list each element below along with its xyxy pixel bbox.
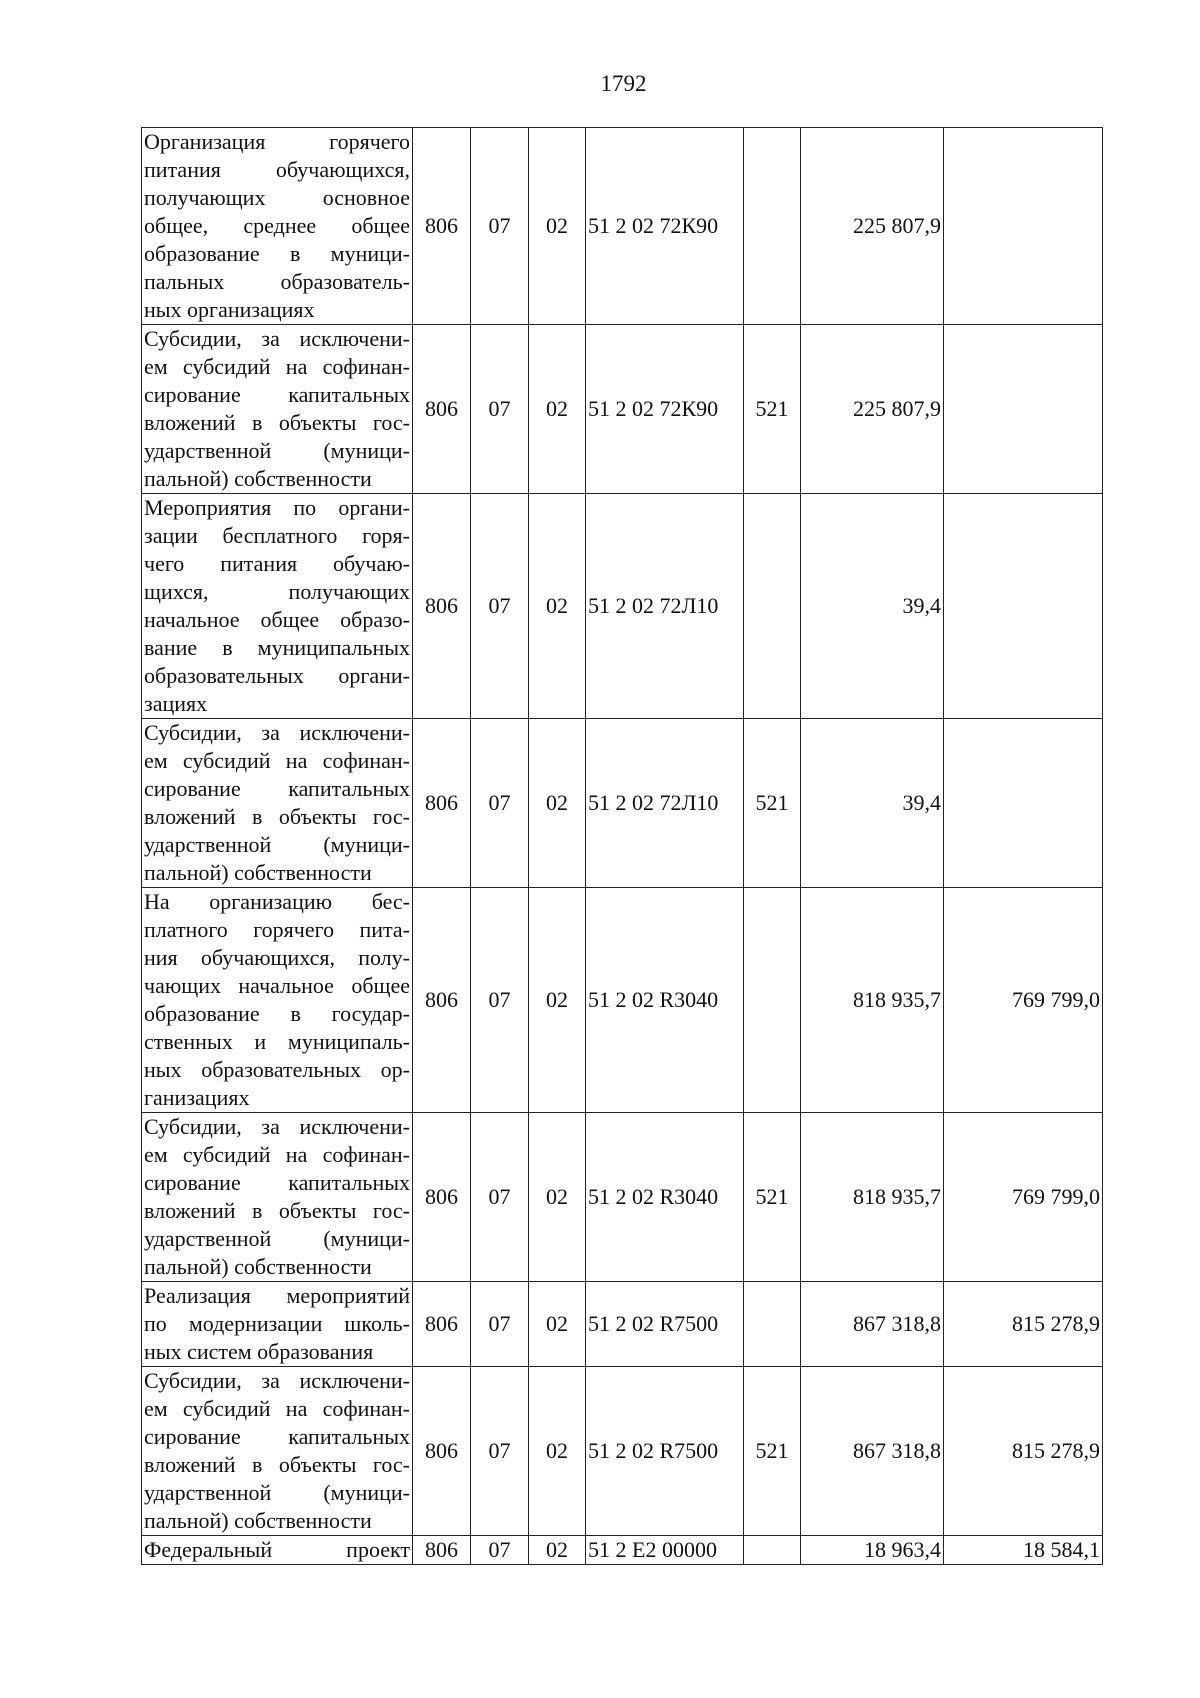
section-code-cell: 07 [471, 1282, 529, 1367]
amount-year2-cell [944, 494, 1103, 719]
description-line: образование в муници- [144, 241, 410, 266]
admin-code-cell: 806 [413, 719, 471, 888]
expense-type-cell: 521 [744, 719, 801, 888]
section-code-cell: 07 [471, 888, 529, 1113]
description-cell [142, 1282, 413, 1367]
description-line: чего питания обучаю- [144, 551, 410, 576]
description-cell [142, 325, 413, 494]
description-line: сирование капитальных [144, 1170, 410, 1195]
amount-year2-cell [944, 325, 1103, 494]
description-line: общее, среднее общее [144, 213, 410, 238]
expense-type-cell [744, 1282, 801, 1367]
subsection-code-cell: 02 [529, 719, 586, 888]
description-line: пальных образователь- [144, 269, 410, 294]
description-line: щихся, получающих [144, 579, 410, 604]
description-line: зациях [144, 691, 208, 716]
amount-year2-cell [944, 128, 1103, 325]
target-article-cell: 51 2 02 R7500 [586, 1367, 744, 1536]
description-line: ударственной (муници- [144, 1226, 410, 1251]
table-row [142, 719, 1103, 888]
description-line: платного горячего пита- [144, 917, 410, 942]
description-line: ударственной (муници- [144, 438, 410, 463]
amount-year2-cell [944, 719, 1103, 888]
amount-year1-cell: 818 935,7 [801, 888, 944, 1113]
description-line: ем субсидий на софинан- [144, 748, 410, 773]
description-line: питания обучающихся, [144, 157, 410, 182]
description-line: ударственной (муници- [144, 1480, 410, 1505]
subsection-code-cell: 02 [529, 325, 586, 494]
amount-year1-cell: 867 318,8 [801, 1282, 944, 1367]
expense-type-cell [744, 1536, 801, 1565]
description-line: ных систем образования [144, 1339, 374, 1364]
target-article-cell: 51 2 02 72К90 [586, 128, 744, 325]
description-line: пальной) собственности [144, 466, 372, 491]
table-row [142, 1113, 1103, 1282]
amount-year1-cell: 818 935,7 [801, 1113, 944, 1282]
description-line: ных организациях [144, 297, 315, 322]
description-line: ем субсидий на софинан- [144, 1142, 410, 1167]
admin-code-cell: 806 [413, 888, 471, 1113]
table-row [142, 494, 1103, 719]
description-line: вложений в объекты гос- [144, 1198, 410, 1223]
budget-table [141, 127, 1103, 1565]
subsection-code-cell: 02 [529, 1113, 586, 1282]
target-article-cell: 51 2 E2 00000 [586, 1536, 744, 1565]
description-cell [142, 1113, 413, 1282]
description-cell [142, 128, 413, 325]
description-line: ния обучающихся, полу- [144, 945, 410, 970]
admin-code-cell: 806 [413, 494, 471, 719]
description-line: вложений в объекты гос- [144, 804, 410, 829]
subsection-code-cell: 02 [529, 128, 586, 325]
description-line: Субсидии, за исключени- [144, 1368, 410, 1393]
target-article-cell: 51 2 02 72Л10 [586, 719, 744, 888]
admin-code-cell: 806 [413, 1367, 471, 1536]
description-line: ударственной (муници- [144, 832, 410, 857]
table-row [142, 1536, 1103, 1565]
target-article-cell: 51 2 02 R3040 [586, 1113, 744, 1282]
section-code-cell: 07 [471, 719, 529, 888]
section-code-cell: 07 [471, 1367, 529, 1536]
description-line: сирование капитальных [144, 1424, 410, 1449]
table-row [142, 1282, 1103, 1367]
amount-year2-cell: 815 278,9 [944, 1282, 1103, 1367]
amount-year1-cell: 39,4 [801, 494, 944, 719]
description-cell [142, 1367, 413, 1536]
description-line: ганизациях [144, 1085, 250, 1110]
description-line: Мероприятия по органи- [144, 495, 410, 520]
section-code-cell: 07 [471, 128, 529, 325]
admin-code-cell: 806 [413, 325, 471, 494]
description-line: ем субсидий на софинан- [144, 354, 410, 379]
target-article-cell: 51 2 02 R7500 [586, 1282, 744, 1367]
target-article-cell: 51 2 02 72Л10 [586, 494, 744, 719]
section-code-cell: 07 [471, 325, 529, 494]
amount-year2-cell: 815 278,9 [944, 1367, 1103, 1536]
admin-code-cell: 806 [413, 128, 471, 325]
description-cell [142, 719, 413, 888]
description-cell [142, 888, 413, 1113]
table-row [142, 888, 1103, 1113]
description-cell [142, 1536, 413, 1565]
expense-type-cell [744, 494, 801, 719]
admin-code-cell: 806 [413, 1113, 471, 1282]
description-line: ственных и муниципаль- [144, 1029, 410, 1054]
table-row [142, 325, 1103, 494]
admin-code-cell: 806 [413, 1282, 471, 1367]
subsection-code-cell: 02 [529, 1282, 586, 1367]
description-line: чающих начальное общее [144, 973, 410, 998]
description-line: Субсидии, за исключени- [144, 1114, 410, 1139]
amount-year1-cell: 18 963,4 [801, 1536, 944, 1565]
description-line: вание в муниципальных [144, 635, 410, 660]
section-code-cell: 07 [471, 494, 529, 719]
table-row [142, 1367, 1103, 1536]
description-line: На организацию бес- [144, 889, 410, 914]
target-article-cell: 51 2 02 R3040 [586, 888, 744, 1113]
expense-type-cell [744, 128, 801, 325]
admin-code-cell: 806 [413, 1536, 471, 1565]
description-line: зации бесплатного горя- [144, 523, 410, 548]
amount-year1-cell: 867 318,8 [801, 1367, 944, 1536]
description-line: Федеральный проект [144, 1537, 410, 1562]
description-line: вложений в объекты гос- [144, 410, 410, 435]
subsection-code-cell: 02 [529, 494, 586, 719]
description-line: пальной) собственности [144, 1508, 372, 1533]
table-row [142, 128, 1103, 325]
description-line: пальной) собственности [144, 860, 372, 885]
amount-year2-cell: 769 799,0 [944, 1113, 1103, 1282]
description-cell [142, 494, 413, 719]
amount-year1-cell: 39,4 [801, 719, 944, 888]
description-line: Организация горячего [144, 129, 410, 154]
description-line: Реализация мероприятий [144, 1283, 410, 1308]
description-line: по модернизации школь- [144, 1311, 410, 1336]
section-code-cell: 07 [471, 1536, 529, 1565]
description-line: получающих основное [144, 185, 410, 210]
description-line: ных образовательных ор- [144, 1057, 410, 1082]
amount-year2-cell: 18 584,1 [944, 1536, 1103, 1565]
description-line: вложений в объекты гос- [144, 1452, 410, 1477]
expense-type-cell: 521 [744, 1113, 801, 1282]
subsection-code-cell: 02 [529, 1536, 586, 1565]
expense-type-cell [744, 888, 801, 1113]
expense-type-cell: 521 [744, 325, 801, 494]
description-line: образование в государ- [144, 1001, 410, 1026]
description-line: образовательных органи- [144, 663, 410, 688]
description-line: начальное общее образо- [144, 607, 410, 632]
subsection-code-cell: 02 [529, 888, 586, 1113]
description-line: Субсидии, за исключени- [144, 326, 410, 351]
amount-year2-cell: 769 799,0 [944, 888, 1103, 1113]
subsection-code-cell: 02 [529, 1367, 586, 1536]
section-code-cell: 07 [471, 1113, 529, 1282]
target-article-cell: 51 2 02 72К90 [586, 325, 744, 494]
amount-year1-cell: 225 807,9 [801, 128, 944, 325]
expense-type-cell: 521 [744, 1367, 801, 1536]
description-line: сирование капитальных [144, 776, 410, 801]
amount-year1-cell: 225 807,9 [801, 325, 944, 494]
description-line: ем субсидий на софинан- [144, 1396, 410, 1421]
page-number: 1792 [600, 71, 647, 96]
description-line: сирование капитальных [144, 382, 410, 407]
description-line: пальной) собственности [144, 1254, 372, 1279]
description-line: Субсидии, за исключени- [144, 720, 410, 745]
